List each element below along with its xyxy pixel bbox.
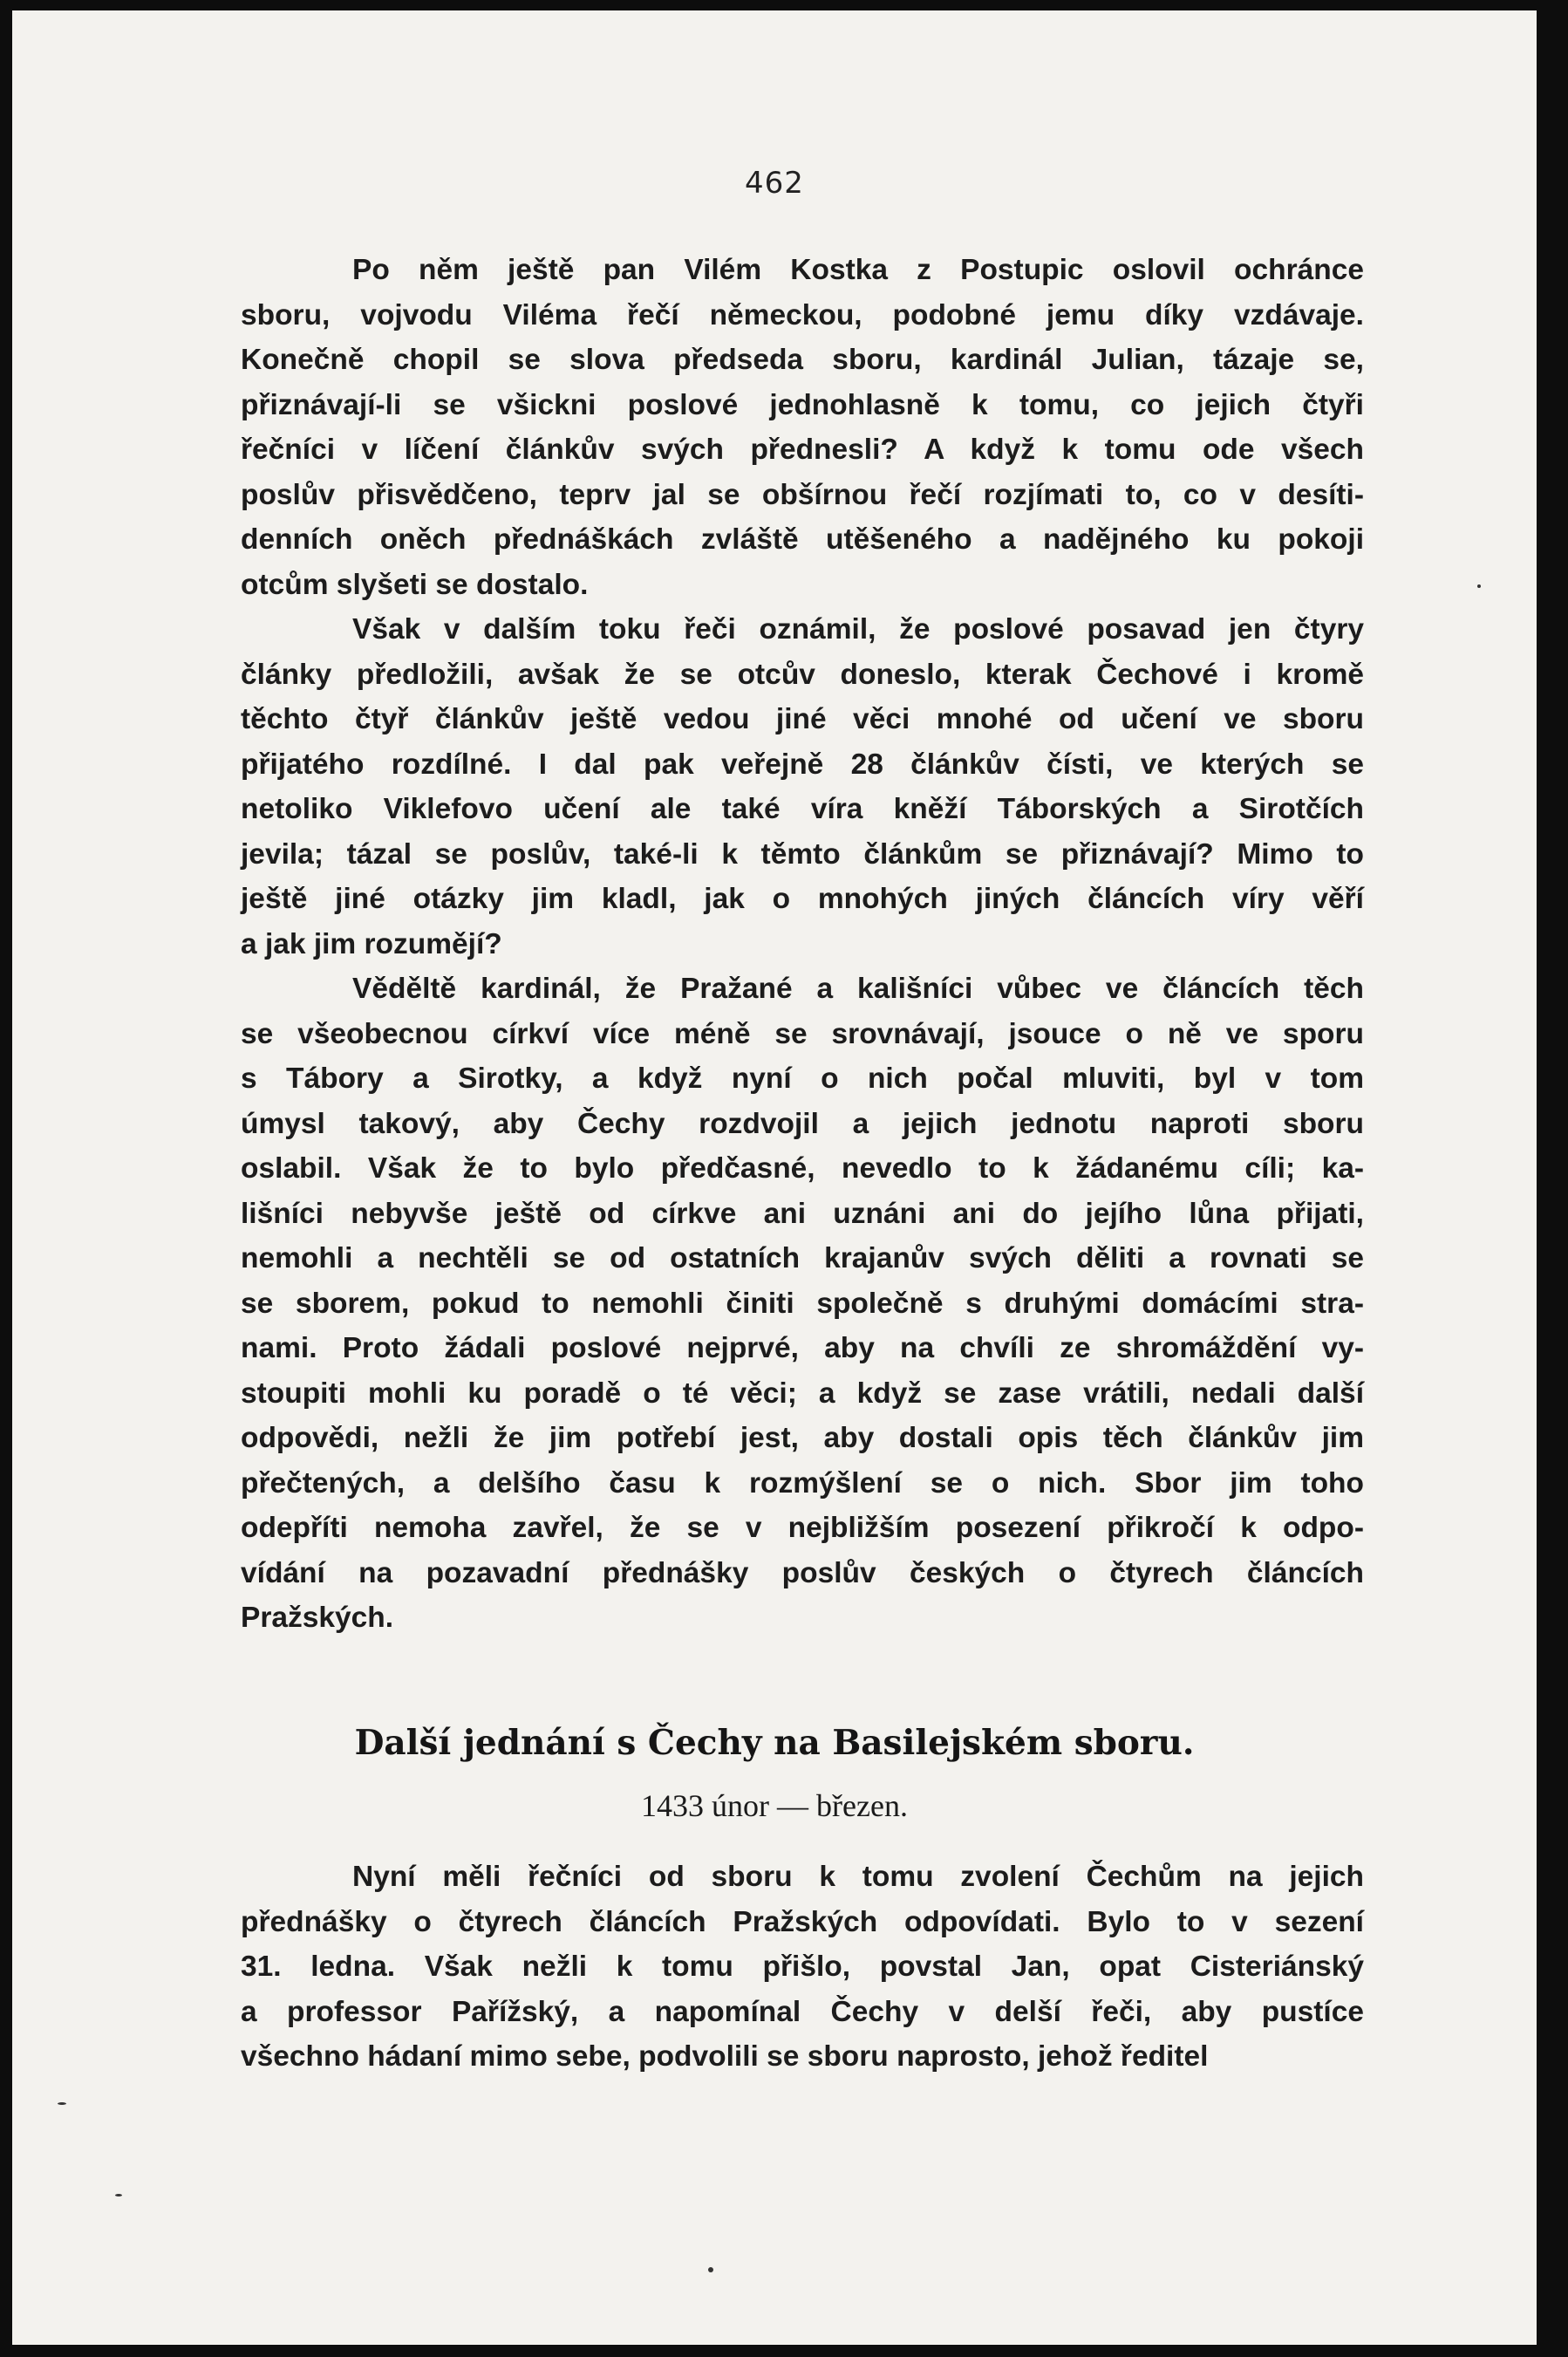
text-line: Pražských. <box>241 1602 394 1634</box>
text-line: těchto čtyř článkův ještě vedou jiné věci mnohé od učení ve sboru <box>241 703 1364 735</box>
text-line: lišníci nebyvše ještě od církve ani uznáni ani do jejího lůna přijati, <box>241 1197 1364 1230</box>
text-line: sboru, vojvodu Viléma řečí německou, podobné jemu díky vzdávaje. <box>241 298 1364 331</box>
paragraph <box>241 1855 1364 2080</box>
scan-speck <box>708 2267 713 2272</box>
text-line: přednášky o čtyrech článcích Pražských odpovídati. Bylo to v sezení <box>241 1905 1364 1938</box>
scan-speck <box>58 2102 66 2105</box>
text-line: netoliko Viklefovo učení ale také víra kněží Táborských a Sirotčích <box>241 793 1364 825</box>
text-line: všechno hádaní mimo sebe, podvolili se sboru naprosto, jehož ředitel <box>241 2040 1209 2073</box>
text-line: nemohli a nechtěli se od ostatních krajanův svých děliti a rovnati se <box>241 1242 1364 1274</box>
text-line: články předložili, avšak že se otcův doneslo, kterak Čechové i kromě <box>241 658 1364 691</box>
paragraph <box>241 967 1364 1641</box>
text-line: Však v dalším toku řeči oznámil, že poslové posavad jen čtyry <box>352 613 1364 646</box>
text-line: Věděltě kardinál, že Pražané a kališníci vůbec ve článcích těch <box>352 973 1364 1005</box>
text-line: řečníci v líčení článkův svých přednesli? A když k tomu ode všech <box>241 434 1364 466</box>
text-line: Po něm ještě pan Vilém Kostka z Postupic oslovil ochránce <box>352 254 1364 286</box>
paragraph <box>241 248 1364 607</box>
scan-speck <box>1477 584 1481 588</box>
body-text-top <box>241 248 1364 1641</box>
text-line: přijatého rozdílné. I dal pak veřejně 28 článkův čísti, ve kterých se <box>241 748 1364 781</box>
text-line: přečtených, a delšího času k rozmýšlení se o nich. Sbor jim toho <box>241 1466 1364 1500</box>
text-line: přiznávají-li se všickni poslové jednohlasně k tomu, co jejich čtyři <box>241 388 1364 421</box>
text-line: vídání na pozavadní přednášky poslův českých o čtyrech článcích <box>241 1556 1364 1589</box>
text-line: a professor Pařížský, a napomínal Čechy v delší řeči, aby pustíce <box>241 1995 1364 2028</box>
text-line: 31. ledna. Však nežli k tomu přišlo, povstal Jan, opat Cisteriánský <box>241 1951 1364 1983</box>
text-line: otcům slyšeti se dostalo. <box>241 568 589 601</box>
text-line: s Tábory a Sirotky, a když nyní o nich počal mluviti, byl v tom <box>241 1062 1364 1095</box>
text-line: nami. Proto žádali poslové nejprvé, aby na chvíli ze shromáždění vy- <box>241 1332 1364 1364</box>
text-line: jevila; tázal se poslův, také-li k těmto článkům se přiznávají? Mimo to <box>241 837 1364 871</box>
section-heading: Další jednání s Čechy na Basilejském sboru. <box>354 1723 1195 1763</box>
text-line: Nyní měli řečníci od sboru k tomu zvolení Čechům na jejich <box>352 1861 1364 1893</box>
text-line: odpovědi, nežli že jim potřebí jest, aby dostali opis těch článkův jim <box>241 1422 1364 1454</box>
page-number: 462 <box>745 166 804 201</box>
text-line: odepříti nemoha zavřel, že se v nejbližším posezení přikročí k odpo- <box>241 1512 1364 1544</box>
scan-speck <box>115 2194 122 2196</box>
book-page <box>12 10 1537 2345</box>
text-line: stoupiti mohli ku poradě o té věci; a když se zase vrátili, nedali další <box>241 1377 1364 1410</box>
text-line: se všeobecnou církví více méně se srovnávají, jsouce o ně ve sporu <box>241 1017 1364 1050</box>
text-line: denních oněch přednáškách zvláště utěšeného a nadějného ku pokoji <box>241 523 1364 556</box>
text-line: Konečně chopil se slova předseda sboru, kardinál Julian, tázaje se, <box>241 344 1364 376</box>
text-line: poslův přisvědčeno, teprv jal se obšírnou řečí rozjímati to, co v desíti- <box>241 478 1364 511</box>
text-line: oslabil. Však že to bylo předčasné, nevedlo to k žádanému cíli; ka- <box>241 1152 1364 1185</box>
body-text-bottom <box>241 1855 1364 2080</box>
section-date: 1433 únor — březen. <box>641 1788 908 1823</box>
text-line: úmysl takový, aby Čechy rozdvojil a jejich jednotu naproti sboru <box>241 1107 1364 1140</box>
text-line: se sborem, pokud to nemohli činiti společně s druhými domácími stra- <box>241 1287 1364 1320</box>
text-line: a jak jim rozumějí? <box>241 927 502 960</box>
paragraph <box>241 607 1364 967</box>
text-line: ještě jiné otázky jim kladl, jak o mnohých jiných článcích víry věří <box>241 883 1364 915</box>
